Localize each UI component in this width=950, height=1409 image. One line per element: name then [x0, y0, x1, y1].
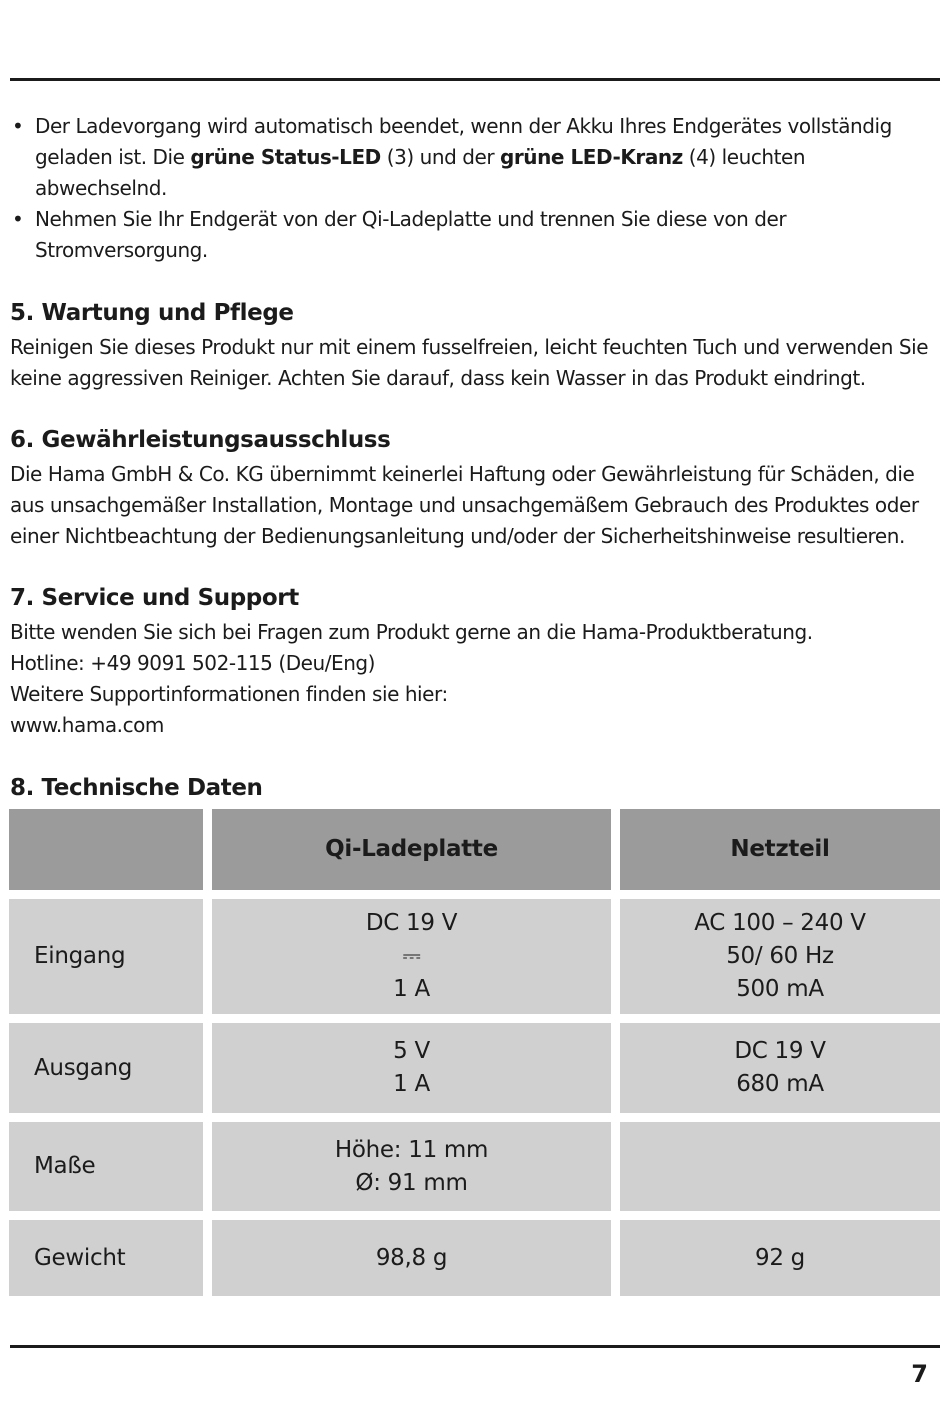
cell-masse-netzteil [620, 1122, 940, 1211]
status-led-term: grüne Status-LED [190, 145, 381, 169]
header-cell-qi-ladeplatte: Qi-Ladeplatte [212, 809, 611, 890]
cell-ausgang-qi: 5 V 1 A [212, 1023, 611, 1113]
row-label-ausgang: Ausgang [9, 1023, 203, 1113]
service-line-info: Weitere Supportinformationen finden sie hier: [10, 682, 448, 706]
cell-eingang-qi: DC 19 V ⎓ 1 A [212, 899, 611, 1014]
table-header-row [9, 809, 940, 890]
led-ring-term: grüne LED-Kranz [500, 145, 683, 169]
table-row-eingang [9, 899, 940, 1014]
bullet-dot-icon: • [12, 114, 24, 138]
bullet-dot-icon: • [12, 207, 24, 231]
section-heading-gewaehrleistung: 6. Gewährleistungsausschluss [10, 427, 391, 453]
top-rule [10, 78, 940, 81]
dc-symbol-icon: ⎓ [402, 943, 421, 969]
cell-gewicht-netzteil: 92 g [620, 1220, 940, 1296]
table-row-gewicht [9, 1220, 940, 1296]
row-label-masse: Maße [9, 1122, 203, 1211]
header-cell-netzteil: Netzteil [620, 809, 940, 890]
header-cell-empty [9, 809, 203, 890]
row-label-gewicht: Gewicht [9, 1220, 203, 1296]
service-line-advice: Bitte wenden Sie sich bei Fragen zum Produkt gerne an die Hama-Produktberatung. [10, 620, 813, 644]
table-row-ausgang [9, 1023, 940, 1113]
service-line-hotline: Hotline: +49 9091 502-115 (Deu/Eng) [10, 651, 376, 675]
cell-eingang-netzteil: AC 100 – 240 V 50/ 60 Hz 500 mA [620, 899, 940, 1014]
manual-content [10, 111, 940, 805]
section-body-wartung: Reinigen Sie dieses Produkt nur mit einem fusselfreien, leicht feuchten Tuch und verwenden Sie keine aggressiven Reiniger. Achten Sie darauf, dass kein Wasser in das Produkt eindringt. [10, 335, 929, 390]
cell-masse-qi: Höhe: 11 mm Ø: 91 mm [212, 1122, 611, 1211]
page-number: 7 [911, 1360, 928, 1388]
bottom-rule [10, 1345, 940, 1348]
cell-gewicht-qi: 98,8 g [212, 1220, 611, 1296]
bullet-item-remove-device: • Nehmen Sie Ihr Endgerät von der Qi-Ladeplatte und trennen Sie diese von der Stromversorgung. [10, 204, 940, 266]
table-row-masse [9, 1122, 940, 1211]
technical-data-table [9, 809, 940, 1305]
section-heading-technik: 8. Technische Daten [10, 775, 263, 801]
row-label-eingang: Eingang [9, 899, 203, 1014]
service-line-website: www.hama.com [10, 713, 164, 737]
cell-ausgang-netzteil: DC 19 V 680 mA [620, 1023, 940, 1113]
section-heading-service: 7. Service und Support [10, 585, 299, 611]
bullet-item-charging-complete: • Der Ladevorgang wird automatisch beendet, wenn der Akku Ihres Endgerätes vollständig geladen ist. Die grüne Status-LED (3) und der grüne LED-Kranz (4) leuchten abwechselnd. [10, 111, 940, 204]
section-heading-wartung: 5. Wartung und Pflege [10, 300, 294, 326]
bullet-list [10, 111, 940, 266]
section-body-gewaehrleistung: Die Hama GmbH & Co. KG übernimmt keinerlei Haftung oder Gewährleistung für Schäden, die aus unsachgemäßer Installation, Montage und unsachgemäßem Gebrauch des Produktes oder einer Nichtbeachtung der Bedienungsanleitung und/oder der Sicherheitshinweise resultieren. [10, 462, 919, 548]
